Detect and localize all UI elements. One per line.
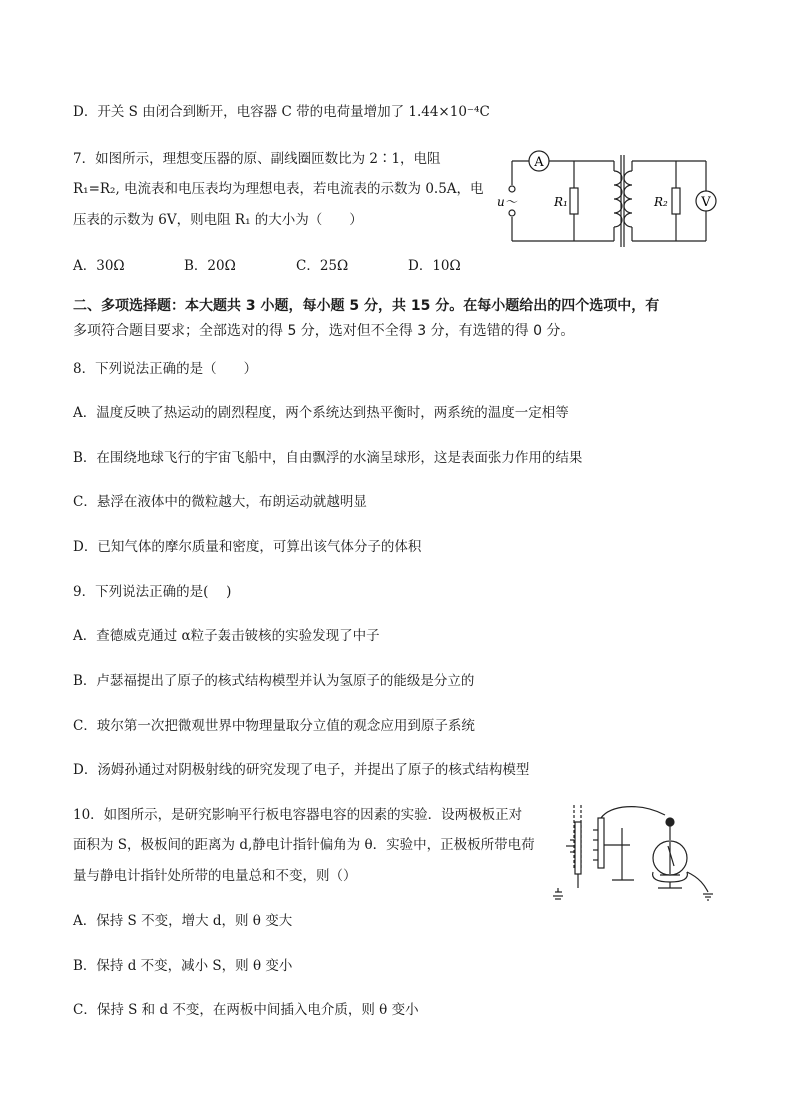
voltmeter-label: V bbox=[701, 195, 711, 210]
transformer-circuit-figure bbox=[494, 143, 719, 253]
q6-option-d: D．开关 S 由闭合到断开，电容器 C 带的电荷量增加了 1.44×10⁻⁴C bbox=[73, 104, 490, 120]
q9-option-d: D．汤姆孙通过对阴极射线的研究发现了电子，并提出了原子的核式结构模型 bbox=[73, 762, 530, 778]
r2-label: R₂ bbox=[654, 195, 668, 209]
capacitor-electrometer-figure bbox=[550, 800, 720, 910]
q7-option-a: A．30Ω bbox=[73, 258, 125, 274]
q8-stem: 8．下列说法正确的是（ ） bbox=[73, 361, 258, 377]
q9-option-a: A．查德威克通过 α粒子轰击铍核的实验发现了中子 bbox=[73, 628, 380, 644]
section2-heading-line1: 二、多项选择题：本大题共 3 小题，每小题 5 分，共 15 分。在每小题给出的四个选项中，有 bbox=[73, 298, 660, 314]
q10-option-c: C．保持 S 和 d 不变，在两板中间插入电介质，则 θ 变小 bbox=[73, 1002, 419, 1018]
q7-stem-line1: 7．如图所示，理想变压器的原、副线圈匝数比为 2∶1，电阻 bbox=[73, 151, 441, 167]
r1-label: R₁ bbox=[554, 195, 568, 209]
q8-option-a: A．温度反映了热运动的剧烈程度，两个系统达到热平衡时，两系统的温度一定相等 bbox=[73, 405, 569, 421]
q10-option-b: B．保持 d 不变，减小 S，则 θ 变小 bbox=[73, 958, 293, 974]
ammeter-label: A bbox=[534, 155, 544, 170]
q8-option-b: B．在围绕地球飞行的宇宙飞船中，自由飘浮的水滴呈球形，这是表面张力作用的结果 bbox=[73, 450, 583, 466]
q7-stem-line3: 压表的示数为 6V，则电阻 R₁ 的大小为（ ） bbox=[73, 212, 363, 228]
source-label: u～ bbox=[497, 195, 517, 209]
section2-heading-line2: 多项符合题目要求；全部选对的得 5 分，选对但不全得 3 分，有选错的得 0 分。 bbox=[73, 323, 575, 339]
q8-option-c: C．悬浮在液体中的微粒越大，布朗运动就越明显 bbox=[73, 494, 367, 510]
q8-option-d: D．已知气体的摩尔质量和密度，可算出该气体分子的体积 bbox=[73, 539, 422, 555]
q7-option-b: B．20Ω bbox=[184, 258, 236, 274]
q7-option-d: D．10Ω bbox=[408, 258, 461, 274]
q10-stem-line3: 量与静电计指针处所带的电量总和不变，则（） bbox=[73, 868, 357, 884]
q9-stem: 9．下列说法正确的是( ) bbox=[73, 584, 232, 600]
q7-option-c: C．25Ω bbox=[296, 258, 349, 274]
q9-option-c: C．玻尔第一次把微观世界中物理量取分立值的观念应用到原子系统 bbox=[73, 718, 475, 734]
q10-stem-line2: 面积为 S，极板间的距离为 d,静电计指针偏角为 θ．实验中，正极板所带电荷 bbox=[73, 837, 535, 853]
q7-stem-line2: R₁=R₂, 电流表和电压表均为理想电表，若电流表的示数为 0.5A，电 bbox=[73, 181, 484, 197]
q10-stem-line1: 10．如图所示，是研究影响平行板电容器电容的因素的实验．设两极板正对 bbox=[73, 807, 523, 823]
q10-option-a: A．保持 S 不变，增大 d，则 θ 变大 bbox=[73, 913, 293, 929]
q9-option-b: B．卢瑟福提出了原子的核式结构模型并认为氢原子的能级是分立的 bbox=[73, 673, 475, 689]
